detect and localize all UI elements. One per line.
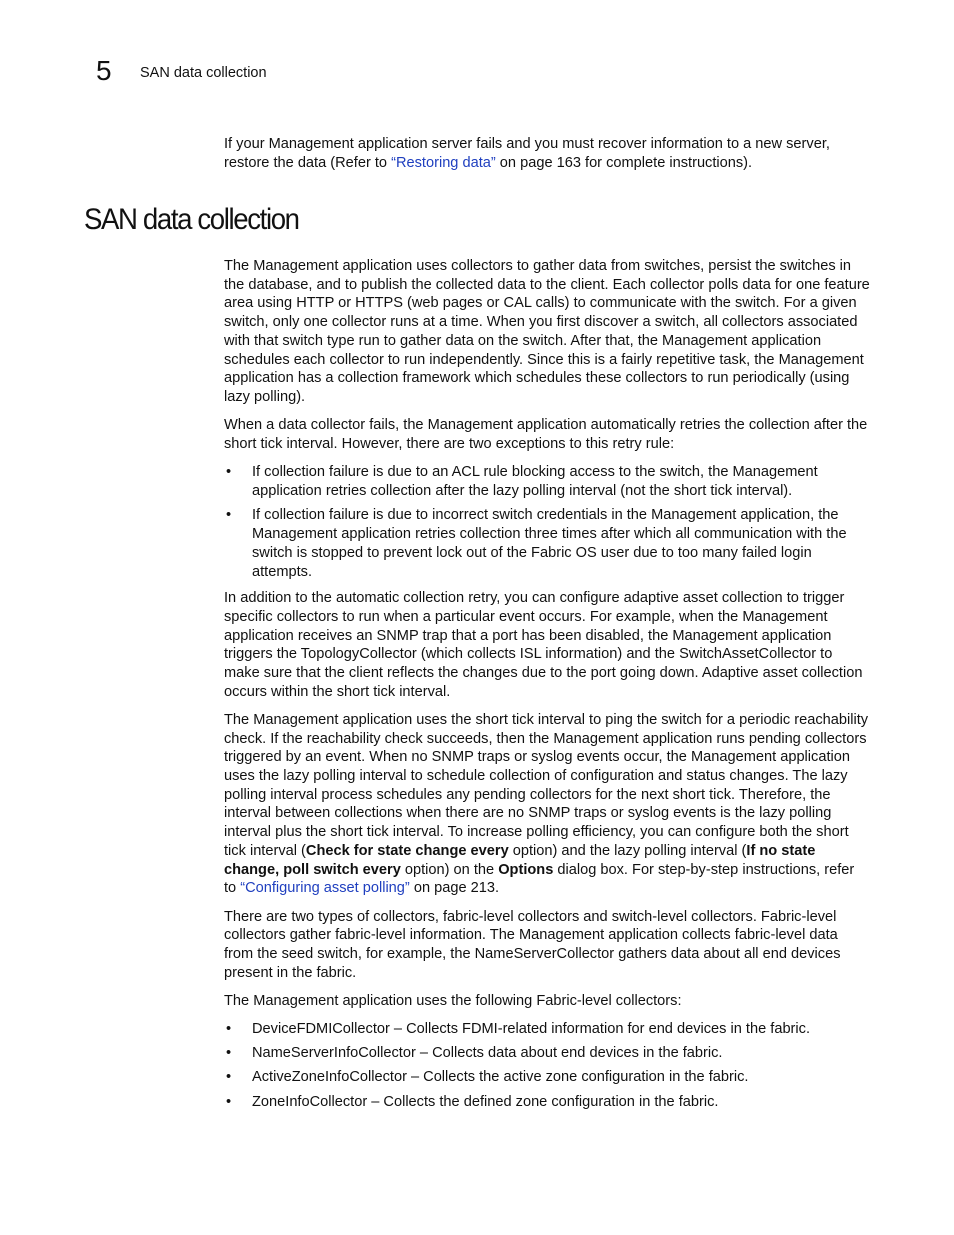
intro-text: If your Management application server fails and you must recover information to a new server, restore the data (Refer to xyxy=(224,136,830,171)
paragraph-adaptive-collection: In addition to the automatic collection retry, you can configure adaptive asset collection to trigger specific collectors to run when a particular event occurs. For example, when the Management application receives an SNMP trap that a port has been disabled, the Management application triggers the TopologyCollector (which collects ISL information) and the SwitchAssetCollector to make sure that the client reflects the changes due to the port going down. Adaptive asset collection occurs within the short tick interval. xyxy=(224,590,863,700)
paragraph-collector-types: There are two types of collectors, fabric-level collectors and switch-level collectors. Fabric-level collectors gather fabric-level information. The Management application collects fabric-level data from the seed switch, for example, the NameServerCollector gathers data about all end devices present in the fabric. xyxy=(224,908,841,981)
intro-text-end: on page 163 for complete instructions). xyxy=(495,154,753,171)
ui-option-poll-switch: If no state change, poll switch every xyxy=(224,842,816,878)
bullet-icon: • xyxy=(226,464,232,481)
list-item: • NameServerInfoCollector – Collects data about end devices in the fabric. xyxy=(226,1045,723,1062)
restoring-data-link[interactable]: “Restoring data” xyxy=(391,154,496,171)
paragraph-retry: When a data collector fails, the Management application automatically retries the collection after the short tick interval. However, there are two exceptions to this retry rule: xyxy=(224,417,868,452)
paragraph-fabric-collectors-intro: The Management application uses the following Fabric-level collectors: xyxy=(224,992,682,1009)
bullet-icon: • xyxy=(226,507,232,524)
paragraph-polling: The Management application uses the short tick interval to ping the switch for a periodic reachability check. If the reachability check succeeds, then the Management application runs pending collectors triggered by an event. When no SNMP traps or syslog events occur, the Management application uses the lazy polling interval to schedule collection of configuration and status changes. The lazy polling interval process schedules any pending collectors for the next short tick. Therefore, the interval between collections when there are no SNMP traps or syslog events is the lazy polling interval plus the short tick interval. To increase polling efficiency, you can configure both the short tick interval (Check for state change every option) and the lazy polling interval (If no state change, poll switch every option) on the Options dialog box. For step-by-step instructions, refer to “Configuring asset polling” on page 213. xyxy=(224,711,869,897)
intro-paragraph xyxy=(224,135,870,182)
section-title: SAN data collection xyxy=(84,203,299,236)
list-item: • ActiveZoneInfoCollector – Collects the active zone configuration in the fabric. xyxy=(226,1069,749,1086)
retry-exceptions-list xyxy=(224,463,870,581)
fabric-collectors-list xyxy=(224,1020,870,1111)
bullet-icon: • xyxy=(226,1045,232,1062)
list-item: • If collection failure is due to an ACL rule blocking access to the switch, the Management application retries collection after the lazy polling interval (not the short tick interval). xyxy=(226,464,818,499)
running-title: SAN data collection xyxy=(140,65,267,81)
list-item: • ZoneInfoCollector – Collects the defined zone configuration in the fabric. xyxy=(226,1093,719,1110)
chapter-number: 5 xyxy=(96,55,112,86)
configuring-asset-polling-link[interactable]: “Configuring asset polling” xyxy=(240,880,410,897)
bullet-icon: • xyxy=(226,1069,232,1086)
ui-options-dialog: Options xyxy=(498,861,554,878)
section-body xyxy=(224,257,870,1119)
paragraph-collectors-overview: The Management application uses collectors to gather data from switches, persist the switches in the database, and to publish the collected data to the client. Each collector polls data for one feature area using HTTP or HTTPS (web pages or CAL calls) to communicate with the switch. For a given switch, only one collector runs at a time. When you first discover a switch, all collectors associated with that switch type run to gather data on the switch. After that, the Management application schedules each collector to run independently. Since this is a fairly repetitive task, the Management application has a collection framework which schedules these collectors to run periodically (using lazy polling). xyxy=(224,258,870,405)
bullet-icon: • xyxy=(226,1021,232,1038)
list-item: • DeviceFDMICollector – Collects FDMI-related information for end devices in the fabric. xyxy=(226,1021,811,1038)
list-item: • If collection failure is due to incorrect switch credentials in the Management application, the Management application retries collection three times after which all communication with the switch is stopped to prevent lock out of the Fabric OS user due to too many failed login attempts. xyxy=(226,507,847,580)
bullet-icon: • xyxy=(226,1093,232,1110)
ui-option-check-state: Check for state change every xyxy=(305,842,509,859)
